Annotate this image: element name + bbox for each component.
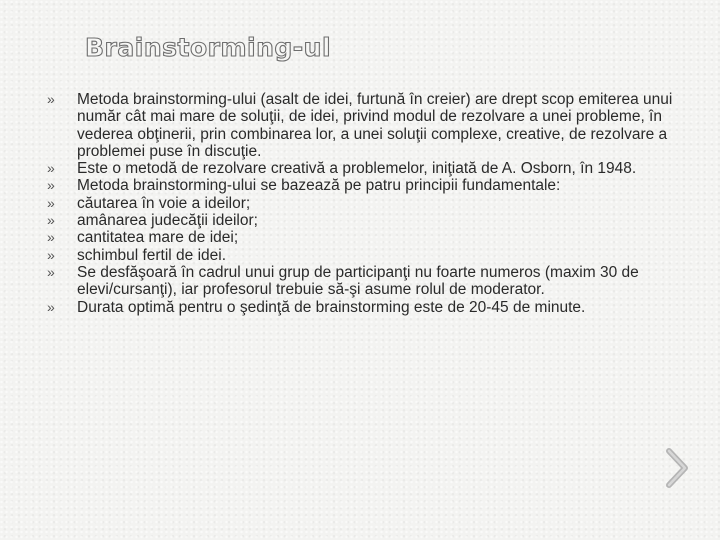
bullet-text: Metoda brainstorming-ului se bazează pe patru principii fundamentale:	[77, 177, 561, 195]
bullet-item	[47, 264, 687, 299]
bullet-text: cantitatea mare de idei;	[77, 229, 239, 247]
bullet-marker: »	[47, 212, 55, 229]
bullet-item	[47, 177, 687, 194]
bullet-item	[47, 195, 687, 212]
bullet-item	[47, 229, 687, 246]
bullet-marker: »	[47, 229, 55, 246]
bullet-marker: »	[47, 160, 55, 177]
bullet-item	[47, 247, 687, 264]
bullet-item	[47, 212, 687, 229]
bullet-marker: »	[47, 177, 55, 194]
bullet-text: căutarea în voie a ideilor;	[77, 194, 251, 212]
next-slide-button[interactable]	[664, 448, 690, 488]
bullet-text: schimbul fertil de idei.	[77, 246, 227, 264]
bullet-item	[47, 160, 687, 177]
bullet-item	[47, 91, 687, 160]
bullet-text: amânarea judecăţii ideilor;	[77, 212, 258, 230]
bullet-marker: »	[47, 194, 55, 211]
bullet-text: Metoda brainstorming-ului (asalt de idei, furtună în creier) are drept scop emiterea unui număr cât mai mare de soluţii, de idei, privind modul de rezolvare a unei probleme, în vederea obţinerii, prin combinarea lor, a unei soluţii complexe, creative, de rezolvare a problemei puse în discuţie.	[77, 91, 673, 160]
chevron-right-icon	[664, 448, 690, 488]
bullet-marker: »	[47, 298, 55, 315]
bullet-item	[47, 299, 687, 316]
slide-title: Brainstorming-ul	[85, 33, 332, 62]
bullet-marker: »	[47, 91, 55, 107]
bullet-marker: »	[47, 246, 55, 263]
bullet-list	[47, 91, 687, 316]
bullet-text: Se desfăşoară în cadrul unui grup de participanţi nu foarte numeros (maxim 30 de elevi/cursanţi), iar profesorul trebuie să-şi asume rolul de moderator.	[77, 263, 639, 299]
bullet-text: Durata optimă pentru o şedinţă de brainstorming este de 20-45 de minute.	[77, 298, 586, 316]
bullet-text: Este o metodă de rezolvare creativă a problemelor, iniţiată de A. Osborn, în 1948.	[77, 160, 637, 178]
bullet-marker: »	[47, 263, 55, 280]
